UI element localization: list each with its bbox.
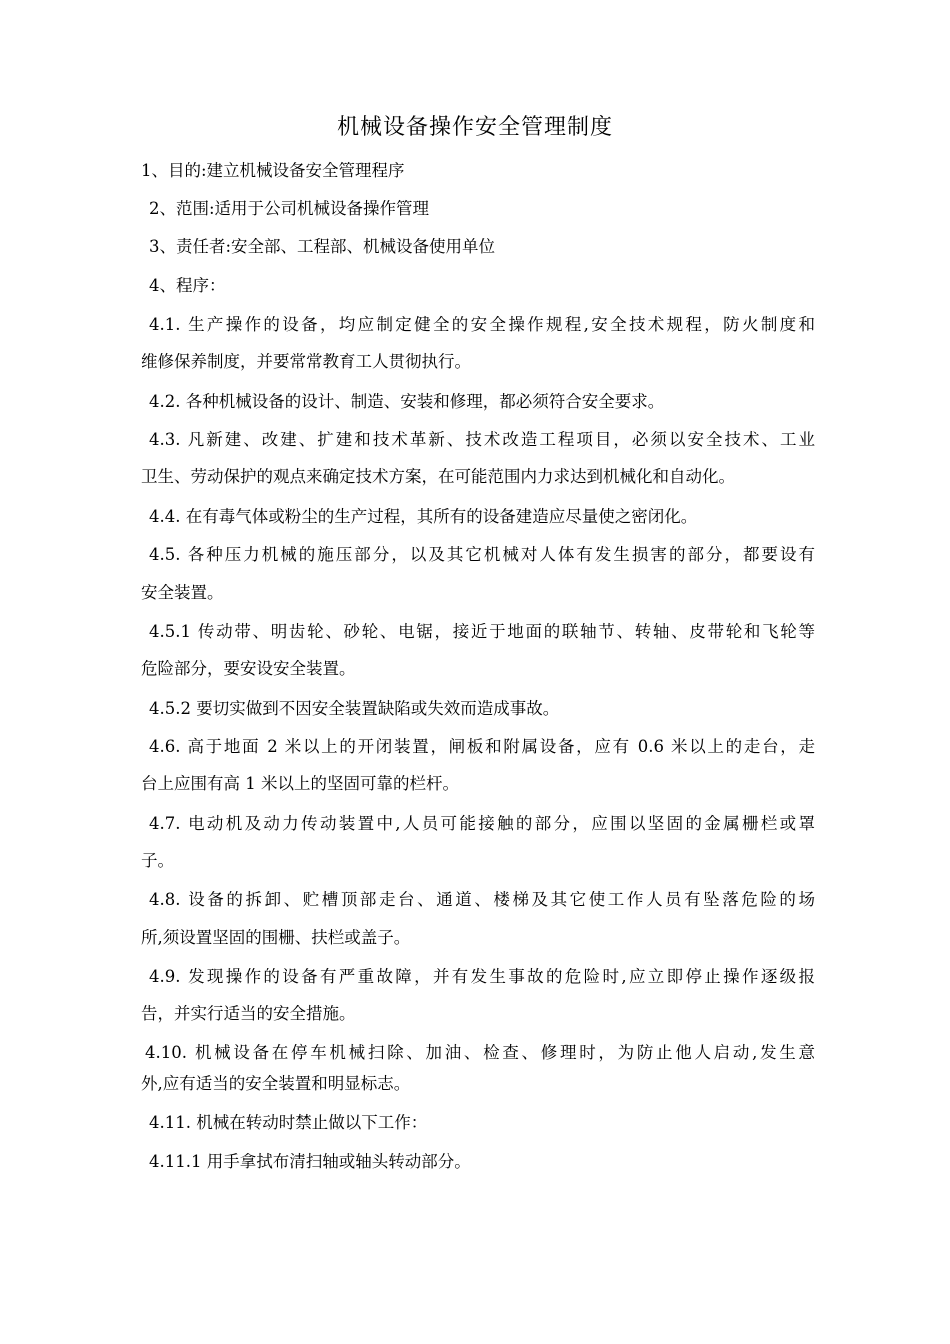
clause-4-3-line-2: 卫生、劳动保护的观点来确定技术方案，在可能范围内力求达到机械化和自动化。 xyxy=(141,467,735,486)
clause-4-6-line-1: 4.6. 高于地面 2 米以上的开闭装置，闸板和附属设备，应有 0.6 米以上的走台，走 xyxy=(149,737,815,756)
clause-4-8-line-1: 4.8. 设备的拆卸、贮槽顶部走台、通道、楼梯及其它使工作人员有坠落危险的场 xyxy=(149,890,815,909)
clause-4-6-line-2: 台上应围有高 1 米以上的坚固可靠的栏杆。 xyxy=(141,774,459,793)
clause-4-1-line-1: 4.1. 生产操作的设备，均应制定健全的安全操作规程,安全技术规程，防火制度和 xyxy=(149,315,815,334)
clause-4-7-line-2: 子。 xyxy=(141,851,174,870)
clause-4-10-line-2: 外,应有适当的安全装置和明显标志。 xyxy=(141,1074,411,1093)
clause-4-1-line-2: 维修保养制度，并要常常教育工人贯彻执行。 xyxy=(141,352,471,371)
clause-4-4: 4.4. 在有毒气体或粉尘的生产过程，其所有的设备建造应尽量使之密闭化。 xyxy=(149,507,698,526)
clause-4-5-1-line-1: 4.5.1 传动带、明齿轮、砂轮、电锯，接近于地面的联轴节、转轴、皮带轮和飞轮等 xyxy=(149,622,815,641)
section-responsible: 3、责任者:安全部、工程部、机械设备使用单位 xyxy=(149,237,496,256)
clause-4-5-line-2: 安全装置。 xyxy=(141,583,224,602)
clause-4-9-line-2: 告，并实行适当的安全措施。 xyxy=(141,1004,356,1023)
document-title: 机械设备操作安全管理制度 xyxy=(336,115,613,140)
clause-4-5-1-line-2: 危险部分，要安设安全装置。 xyxy=(141,659,356,678)
section-scope: 2、范围:适用于公司机械设备操作管理 xyxy=(149,199,430,218)
clause-4-7-line-1: 4.7. 电动机及动力传动装置中,人员可能接触的部分，应围以坚固的金属栅栏或罩 xyxy=(149,814,815,833)
clause-4-3-line-1: 4.3. 凡新建、改建、扩建和技术革新、技术改造工程项目，必须以安全技术、工业 xyxy=(149,430,815,449)
section-purpose: 1、目的:建立机械设备安全管理程序 xyxy=(141,161,405,180)
clause-4-10-line-1: 4.10. 机械设备在停车机械扫除、加油、检查、修理时，为防止他人启动,发生意 xyxy=(145,1043,815,1062)
clause-4-2: 4.2. 各种机械设备的设计、制造、安装和修理，都必须符合安全要求。 xyxy=(149,392,665,411)
clause-4-8-line-2: 所,须设置坚固的围栅、扶栏或盖子。 xyxy=(141,928,411,947)
clause-4-11-1: 4.11.1 用手拿拭布清扫轴或轴头转动部分。 xyxy=(149,1152,471,1171)
clause-4-5-2: 4.5.2 要切实做到不因安全装置缺陷或失效而造成事故。 xyxy=(149,699,560,718)
clause-4-9-line-1: 4.9. 发现操作的设备有严重故障，并有发生事故的危险时,应立即停止操作逐级报 xyxy=(149,967,815,986)
section-procedure: 4、程序： xyxy=(149,276,226,295)
clause-4-5-line-1: 4.5. 各种压力机械的施压部分，以及其它机械对人体有发生损害的部分，都要设有 xyxy=(149,545,815,564)
clause-4-11: 4.11. 机械在转动时禁止做以下工作： xyxy=(149,1113,428,1132)
